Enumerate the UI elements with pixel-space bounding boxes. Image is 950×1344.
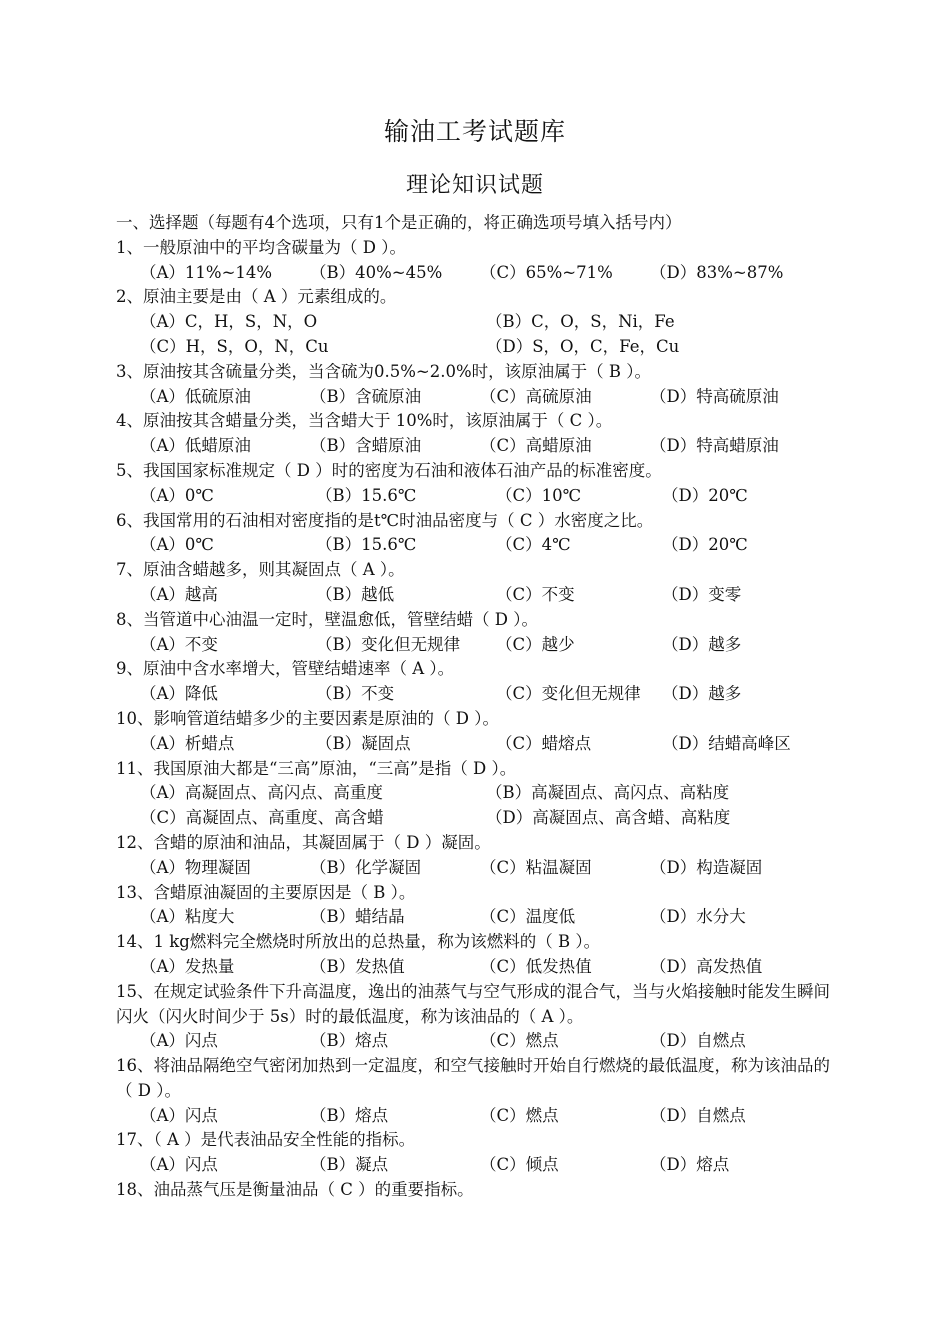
option-b: （B）15.6℃ bbox=[316, 485, 417, 505]
option-c: （C）燃点 bbox=[480, 1105, 559, 1125]
option-c: （C）高蜡原油 bbox=[480, 436, 592, 456]
question-text: 17、（ A ）是代表油品安全性能的指标。 bbox=[116, 1130, 416, 1150]
option-a: （A）闪点 bbox=[140, 1105, 218, 1125]
option-a: （A）闪点 bbox=[140, 1031, 218, 1051]
question-4 bbox=[116, 409, 840, 459]
option-b: （B）凝固点 bbox=[316, 733, 411, 753]
question-text: 8、当管道中心油温一定时，壁温愈低，管壁结蜡（ D ）。 bbox=[116, 609, 538, 629]
option-b: （B）15.6℃ bbox=[316, 535, 417, 555]
option-b: （B）含硫原油 bbox=[310, 386, 422, 406]
option-c: （C）燃点 bbox=[480, 1031, 559, 1051]
option-a: （A）物理凝固 bbox=[140, 857, 251, 877]
question-9 bbox=[116, 657, 840, 707]
option-b: （B）熔点 bbox=[310, 1105, 389, 1125]
question-text: 7、原油含蜡越多，则其凝固点（ A ）。 bbox=[116, 560, 405, 580]
option-a: （A）粘度大 bbox=[140, 907, 235, 927]
option-b: （B）含蜡原油 bbox=[310, 436, 422, 456]
option-d: （D）20℃ bbox=[662, 535, 748, 555]
option-row bbox=[116, 583, 840, 608]
question-3 bbox=[116, 360, 840, 410]
option-c: （C）不变 bbox=[496, 584, 575, 604]
option-b: （B）变化但无规律 bbox=[316, 634, 461, 654]
option-d: （D）自燃点 bbox=[650, 1105, 746, 1125]
option-a: （A）低硫原油 bbox=[140, 386, 251, 406]
option-a: （A）0℃ bbox=[140, 535, 214, 555]
option-d: （D）变零 bbox=[662, 584, 742, 604]
option-a: （A）0℃ bbox=[140, 485, 214, 505]
option-d: （D）20℃ bbox=[662, 485, 748, 505]
option-a: （A）不变 bbox=[140, 634, 218, 654]
option-row bbox=[116, 261, 840, 286]
option-d: （D）特高硫原油 bbox=[650, 386, 779, 406]
option-d: （D）水分大 bbox=[650, 907, 746, 927]
question-text: 18、油品蒸气压是衡量油品（ C ）的重要指标。 bbox=[116, 1180, 474, 1200]
question-8 bbox=[116, 608, 840, 658]
option-c: （C）倾点 bbox=[480, 1155, 559, 1175]
option-a: （A）低蜡原油 bbox=[140, 436, 251, 456]
question-text: 14、1 kg燃料完全燃烧时所放出的总热量，称为该燃料的（ B ）。 bbox=[116, 932, 601, 952]
option-row bbox=[116, 434, 840, 459]
question-13 bbox=[116, 881, 840, 931]
question-text: 15、在规定试验条件下升高温度，逸出的油蒸气与空气形成的混合气，当与火焰接触时能发生瞬间闪火（闪火时间少于 5s）时的最低温度，称为该油品的（ A ）。 bbox=[116, 981, 830, 1026]
page-title: 输油工考试题库 bbox=[383, 117, 566, 146]
option-row bbox=[116, 955, 840, 980]
option-d: （D）高发热值 bbox=[650, 956, 763, 976]
option-b: （B）蜡结晶 bbox=[310, 907, 405, 927]
question-6 bbox=[116, 509, 840, 559]
section-heading: 一、选择题（每题有4个选项，只有1个是正确的，将正确选项号填入括号内） bbox=[116, 213, 682, 232]
option-d: （D）S，O，C，Fe，Cu bbox=[486, 336, 680, 356]
question-text: 6、我国常用的石油相对密度指的是t℃时油品密度与（ C ）水密度之比。 bbox=[116, 510, 654, 530]
option-a: （A）高凝固点、高闪点、高重度 bbox=[140, 783, 383, 803]
question-10 bbox=[116, 707, 840, 757]
option-row bbox=[116, 633, 840, 658]
option-c: （C）10℃ bbox=[496, 485, 582, 505]
option-d: （D）越多 bbox=[662, 684, 742, 704]
option-b: （B）越低 bbox=[316, 584, 395, 604]
question-text: 11、我国原油大都是“三高”原油，“三高”是指（ D ）。 bbox=[116, 758, 517, 778]
option-row bbox=[116, 856, 840, 881]
question-text: 13、含蜡原油凝固的主要原因是（ B ）。 bbox=[116, 882, 416, 902]
option-row bbox=[116, 781, 840, 806]
question-11 bbox=[116, 757, 840, 831]
option-a: （A）发热量 bbox=[140, 956, 235, 976]
option-b: （B）不变 bbox=[316, 684, 395, 704]
option-d: （D）自燃点 bbox=[650, 1031, 746, 1051]
question-text: 9、原油中含水率增大，管壁结蜡速率（ A ）。 bbox=[116, 659, 455, 679]
question-1 bbox=[116, 236, 840, 286]
option-b: （B）凝点 bbox=[310, 1155, 389, 1175]
question-15 bbox=[116, 980, 840, 1054]
option-row bbox=[116, 732, 840, 757]
option-c: （C）温度低 bbox=[480, 907, 576, 927]
option-row bbox=[116, 385, 840, 410]
option-row bbox=[116, 682, 840, 707]
option-c: （C）蜡熔点 bbox=[496, 733, 592, 753]
option-c: （C）粘温凝固 bbox=[480, 857, 592, 877]
question-14 bbox=[116, 930, 840, 980]
option-b: （B）高凝固点、高闪点、高粘度 bbox=[486, 783, 730, 803]
question-text: 16、将油品隔绝空气密闭加热到一定温度，和空气接触时开始自行燃烧的最低温度，称为该油品的（ D ）。 bbox=[116, 1056, 830, 1100]
option-d: （D）高凝固点、高含蜡、高粘度 bbox=[486, 808, 731, 828]
option-d: （D）构造凝固 bbox=[650, 857, 763, 877]
question-17 bbox=[116, 1128, 840, 1178]
option-b: （B）40%~45% bbox=[310, 262, 443, 282]
option-d: （D）特高蜡原油 bbox=[650, 436, 779, 456]
page-subtitle: 理论知识试题 bbox=[405, 173, 544, 198]
question-text: 4、原油按其含蜡量分类，当含蜡大于 10%时，该原油属于（ C ）。 bbox=[116, 411, 613, 431]
option-row bbox=[116, 1104, 840, 1129]
question-16 bbox=[116, 1054, 840, 1128]
question-text: 10、影响管道结蜡多少的主要因素是原油的（ D ）。 bbox=[116, 708, 499, 728]
option-d: （D）熔点 bbox=[650, 1155, 730, 1175]
option-row bbox=[116, 533, 840, 558]
option-b: （B）C，O，S，Ni，Fe bbox=[486, 312, 675, 332]
option-c: （C）4℃ bbox=[496, 535, 571, 555]
option-row bbox=[116, 1029, 840, 1054]
option-d: （D）83%~87% bbox=[650, 262, 784, 282]
option-d: （D）越多 bbox=[662, 634, 742, 654]
option-c: （C）变化但无规律 bbox=[496, 684, 641, 704]
question-2 bbox=[116, 285, 840, 359]
option-row bbox=[116, 806, 840, 831]
option-row bbox=[116, 484, 840, 509]
question-12 bbox=[116, 831, 840, 881]
option-c: （C）高硫原油 bbox=[480, 386, 592, 406]
option-row bbox=[116, 1153, 840, 1178]
question-text: 3、原油按其含硫量分类，当含硫为0.5%~2.0%时，该原油属于（ B ）。 bbox=[116, 361, 652, 381]
question-text: 5、我国国家标准规定（ D ）时的密度为石油和液体石油产品的标准密度。 bbox=[116, 460, 662, 480]
option-c: （C）H，S，O，N，Cu bbox=[140, 336, 329, 356]
question-list bbox=[116, 211, 840, 1203]
option-a: （A）降低 bbox=[140, 684, 218, 704]
option-row bbox=[116, 335, 840, 360]
option-b: （B）熔点 bbox=[310, 1031, 389, 1051]
option-a: （A）析蜡点 bbox=[140, 733, 235, 753]
question-7 bbox=[116, 558, 840, 608]
option-c: （C）低发热值 bbox=[480, 956, 592, 976]
option-c: （C）越少 bbox=[496, 634, 575, 654]
option-a: （A）闪点 bbox=[140, 1155, 218, 1175]
option-c: （C）高凝固点、高重度、高含蜡 bbox=[140, 808, 384, 828]
option-d: （D）结蜡高峰区 bbox=[662, 733, 791, 753]
option-a: （A）C，H，S，N，O bbox=[140, 312, 318, 332]
option-row bbox=[116, 310, 840, 335]
question-18 bbox=[116, 1178, 840, 1203]
question-text: 2、原油主要是由（ A ）元素组成的。 bbox=[116, 287, 397, 307]
option-a: （A）11%~14% bbox=[140, 262, 273, 282]
option-b: （B）发热值 bbox=[310, 956, 405, 976]
question-text: 1、一般原油中的平均含碳量为（ D ）。 bbox=[116, 237, 406, 257]
option-a: （A）越高 bbox=[140, 584, 218, 604]
question-text: 12、含蜡的原油和油品，其凝固属于（ D ）凝固。 bbox=[116, 832, 491, 852]
option-row bbox=[116, 905, 840, 930]
question-5 bbox=[116, 459, 840, 509]
option-b: （B）化学凝固 bbox=[310, 857, 422, 877]
option-c: （C）65%~71% bbox=[480, 262, 613, 282]
